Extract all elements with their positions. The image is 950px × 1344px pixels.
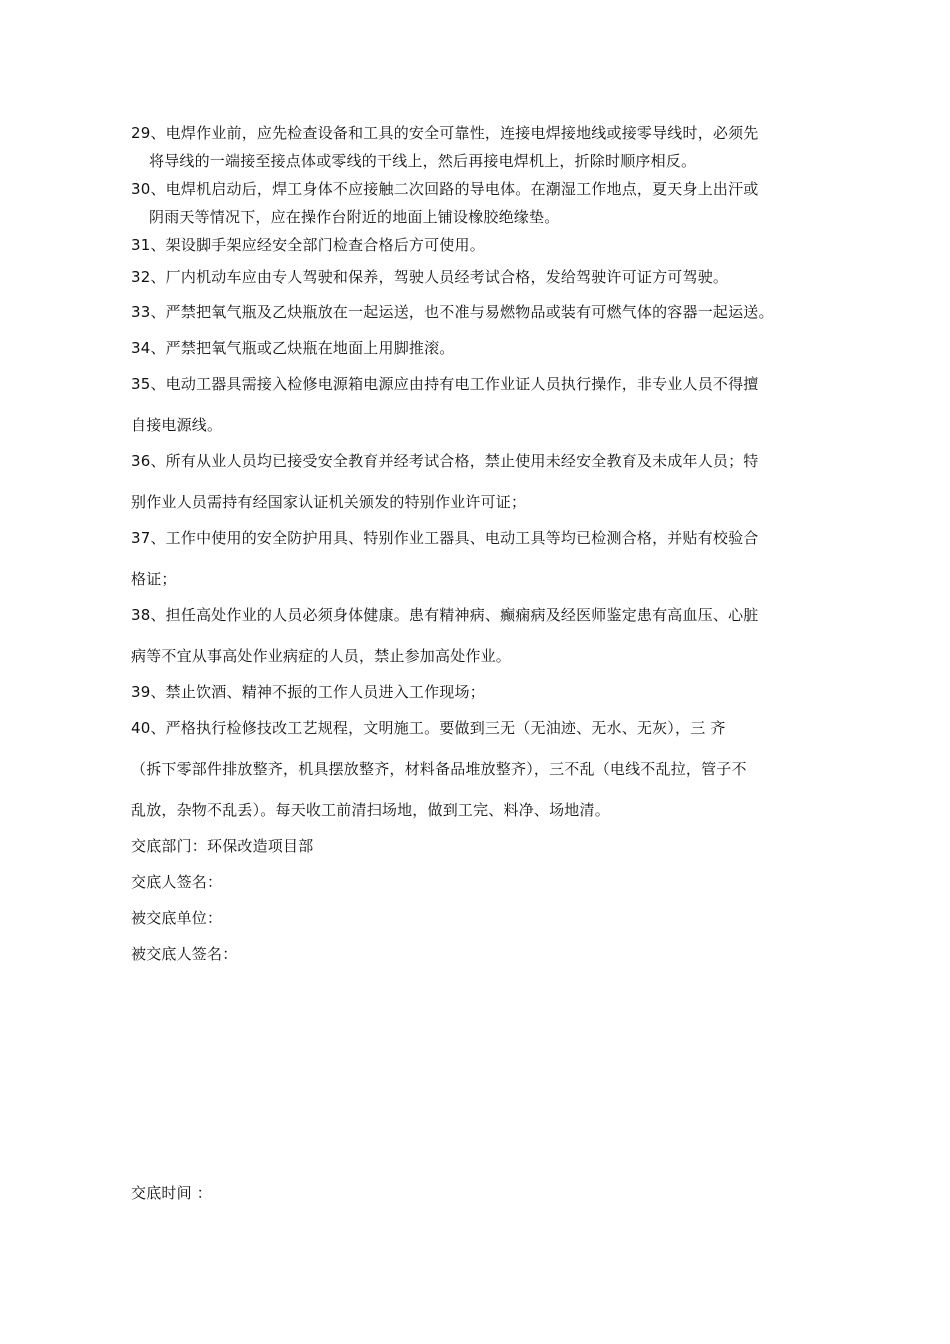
item-35-line-1: 35、电动工器具需接入检修电源箱电源应由持有电工作业证人员执行操作，非专业人员不得擅 [131,375,759,393]
item-38-line-1: 38、担任高处作业的人员必须身体健康。患有精神病、癫痫病及经医师鉴定患有高血压、心脏 [131,606,759,624]
item-38-line-2: 病等不宜从事高处作业病症的人员，禁止参加高处作业。 [131,647,512,665]
item-29-line-2: 将导线的一端接至接点体或零线的干线上，然后再接电焊机上，折除时顺序相反。 [149,152,697,170]
item-34: 34、严禁把氧气瓶或乙炔瓶在地面上用脚推滚。 [131,339,455,357]
footer-receiver: 被交底人签名： [131,945,238,963]
item-37-line-1: 37、工作中使用的安全防护用具、特别作业工器具、电动工具等均已检测合格，并贴有校验合 [131,529,759,547]
item-33: 33、严禁把氧气瓶及乙炔瓶放在一起运送，也不准与易燃物品或装有可燃气体的容器一起运送。 [131,303,774,321]
footer-signer: 交底人签名： [131,873,223,891]
item-40-line-1: 40、严格执行检修技改工艺规程，文明施工。要做到三无（无油迹、无水、无灰），三 齐 [131,719,726,737]
item-30-line-2: 阴雨天等情况下，应在操作台附近的地面上铺设橡胶绝缘垫。 [149,208,560,226]
footer-department: 交底部门：环保改造项目部 [131,837,314,855]
item-40-line-3: 乱放，杂物不乱丢）。每天收工前清扫场地，做到工完、料净、场地清。 [131,801,610,819]
item-29-line-1: 29、电焊作业前，应先检查设备和工具的安全可靠性，连接电焊接地线或接零导线时，必须先 [131,124,759,142]
footer-unit: 被交底单位： [131,909,223,927]
item-36-line-1: 36、所有从业人员均已接受安全教育并经考试合格，禁止使用未经安全教育及未成年人员；特 [131,452,759,470]
item-36-line-2: 别作业人员需持有经国家认证机关颁发的特别作业许可证； [131,493,527,511]
footer-time: 交底时间 ： [131,1184,212,1202]
item-39: 39、禁止饮酒、精神不振的工作人员进入工作现场； [131,683,485,701]
item-35-line-2: 自接电源线。 [131,416,223,434]
item-40-line-2: （拆下零部件排放整齐，机具摆放整齐，材料备品堆放整齐），三不乱（电线不乱拉，管子不 [131,760,747,778]
item-37-line-2: 格证； [131,570,177,588]
item-32: 32、厂内机动车应由专人驾驶和保养，驾驶人员经考试合格，发给驾驶许可证方可驾驶。 [131,268,729,286]
item-30-line-1: 30、电焊机启动后，焊工身体不应接触二次回路的导电体。在潮湿工作地点，夏天身上出汗或 [131,180,759,198]
item-31: 31、架设脚手架应经安全部门检查合格后方可使用。 [131,236,485,254]
